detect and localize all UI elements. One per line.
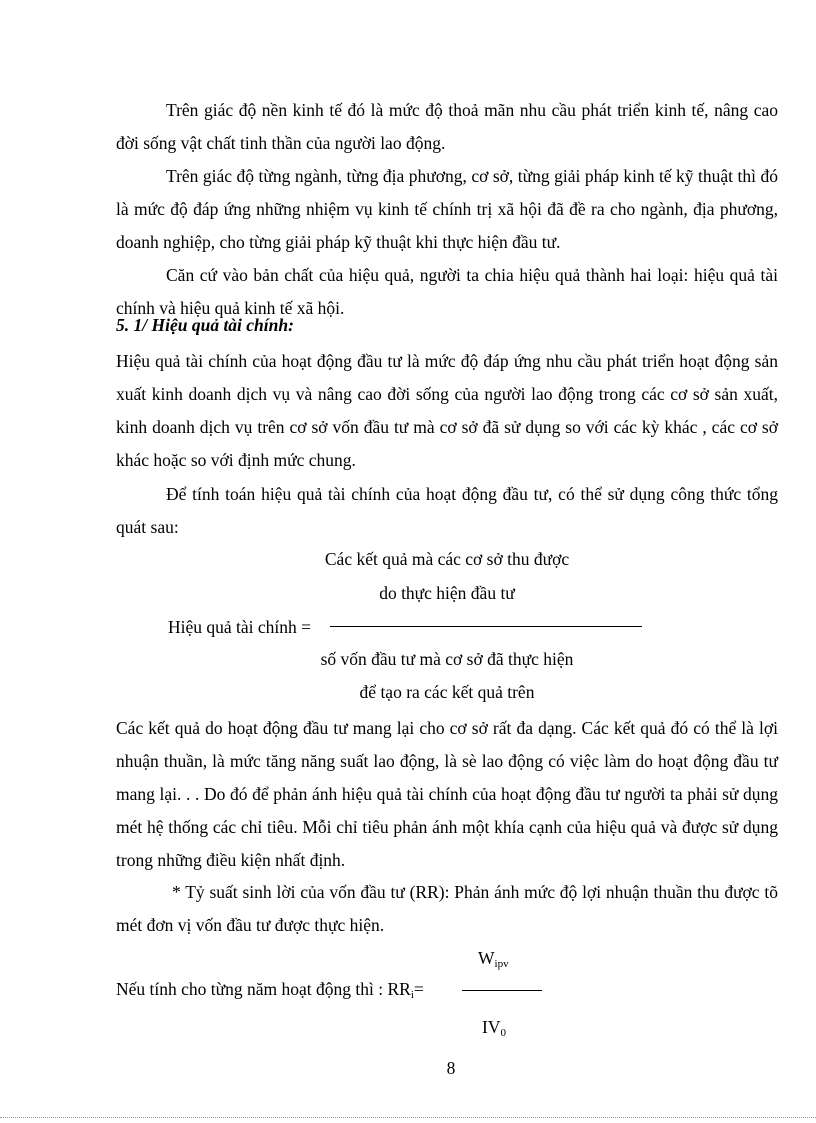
rr-numerator: $W_{ipv}$ [478, 948, 509, 970]
paragraph-economy-level: Trên giác độ nền kinh tế đó là mức độ thoả mãn nhu cầu phát triển kinh tế, nâng cao đời sống vật chất tinh thần của người lao động. [116, 100, 778, 153]
formula-denominator-line-2: để tạo ra các kết quả trên [359, 682, 535, 702]
page-bottom-border [0, 1117, 816, 1118]
paragraph-formula-intro: Để tính toán hiệu quả tài chính của hoạt động đầu tư, có thể sử dụng công thức tổng quát sau: [116, 484, 778, 537]
formula-denominator-line-1: số vốn đầu tư mà cơ sở đã thực hiện [320, 649, 574, 669]
paragraph-sector-level: Trên giác độ từng ngành, từng địa phương, cơ sở, từng giải pháp kinh tế kỹ thuật thì đó là mức độ đáp ứng những nhiệm vụ kinh tế chính trị xã hội đã đề ra cho ngành, địa phương, doanh nghiệp, cho từng giải pháp kỹ thuật khi thực hiện đầu tư. [116, 166, 778, 252]
paragraph-financial-efficiency: Hiệu quả tài chính của hoạt động đầu tư là mức độ đáp ứng nhu cầu phát triển hoạt động sản xuất kinh doanh dịch vụ và nâng cao đời sống của người lao động trong các cơ sở sản xuất, kinh doanh dịch vụ trên cơ sở vốn đầu tư mà cơ sở đã sử dụng so với các kỳ khác , các cơ sở khác hoặc so với định mức chung. [116, 351, 778, 470]
paragraph-rate-of-return: * Tỷ suất sinh lời của vốn đầu tư (RR): Phản ánh mức độ lợi nhuận thuần thu được tõ mét đơn vị vốn đầu tư được thực hiện. [116, 882, 778, 935]
formula-numerator-line-2: do thực hiện đầu tư [379, 583, 515, 603]
formula-label: Hiệu quả tài chính = [168, 617, 312, 637]
paragraph-classification: Căn cứ vào bản chất của hiệu quả, người ta chia hiệu quả thành hai loại: hiệu quả tài chính và hiệu quả kinh tế xã hội. [116, 265, 778, 318]
formula-fraction-bar [330, 626, 642, 627]
formula-numerator-line-1: Các kết quả mà các cơ sở thu được [324, 549, 570, 569]
page-number: 8 [446, 1058, 456, 1078]
section-heading: 5. 1/ Hiệu quả tài chính: [116, 315, 294, 335]
paragraph-results-diversity: Các kết quả do hoạt động đầu tư mang lại cho cơ sở rất đa dạng. Các kết quả đó có thể là lợi nhuận thuần, là mức tăng năng suất lao động, là sè lao động có việc làm do hoạt động đầu tư mang lại. . . Do đó để phản ánh hiệu quả tài chính của hoạt động đầu tư người ta phải sử dụng mét hệ thống các chỉ tiêu. Mỗi chỉ tiêu phản ánh một khía cạnh của hiệu quả và được sử dụng trong những điều kiện nhất định. [116, 718, 778, 870]
rr-denominator: $IV_0$ [482, 1017, 506, 1039]
rr-fraction-bar [462, 990, 542, 991]
rr-formula-label: Nếu tính cho từng năm hoạt động thì : $RR_i=$ [116, 979, 424, 1001]
